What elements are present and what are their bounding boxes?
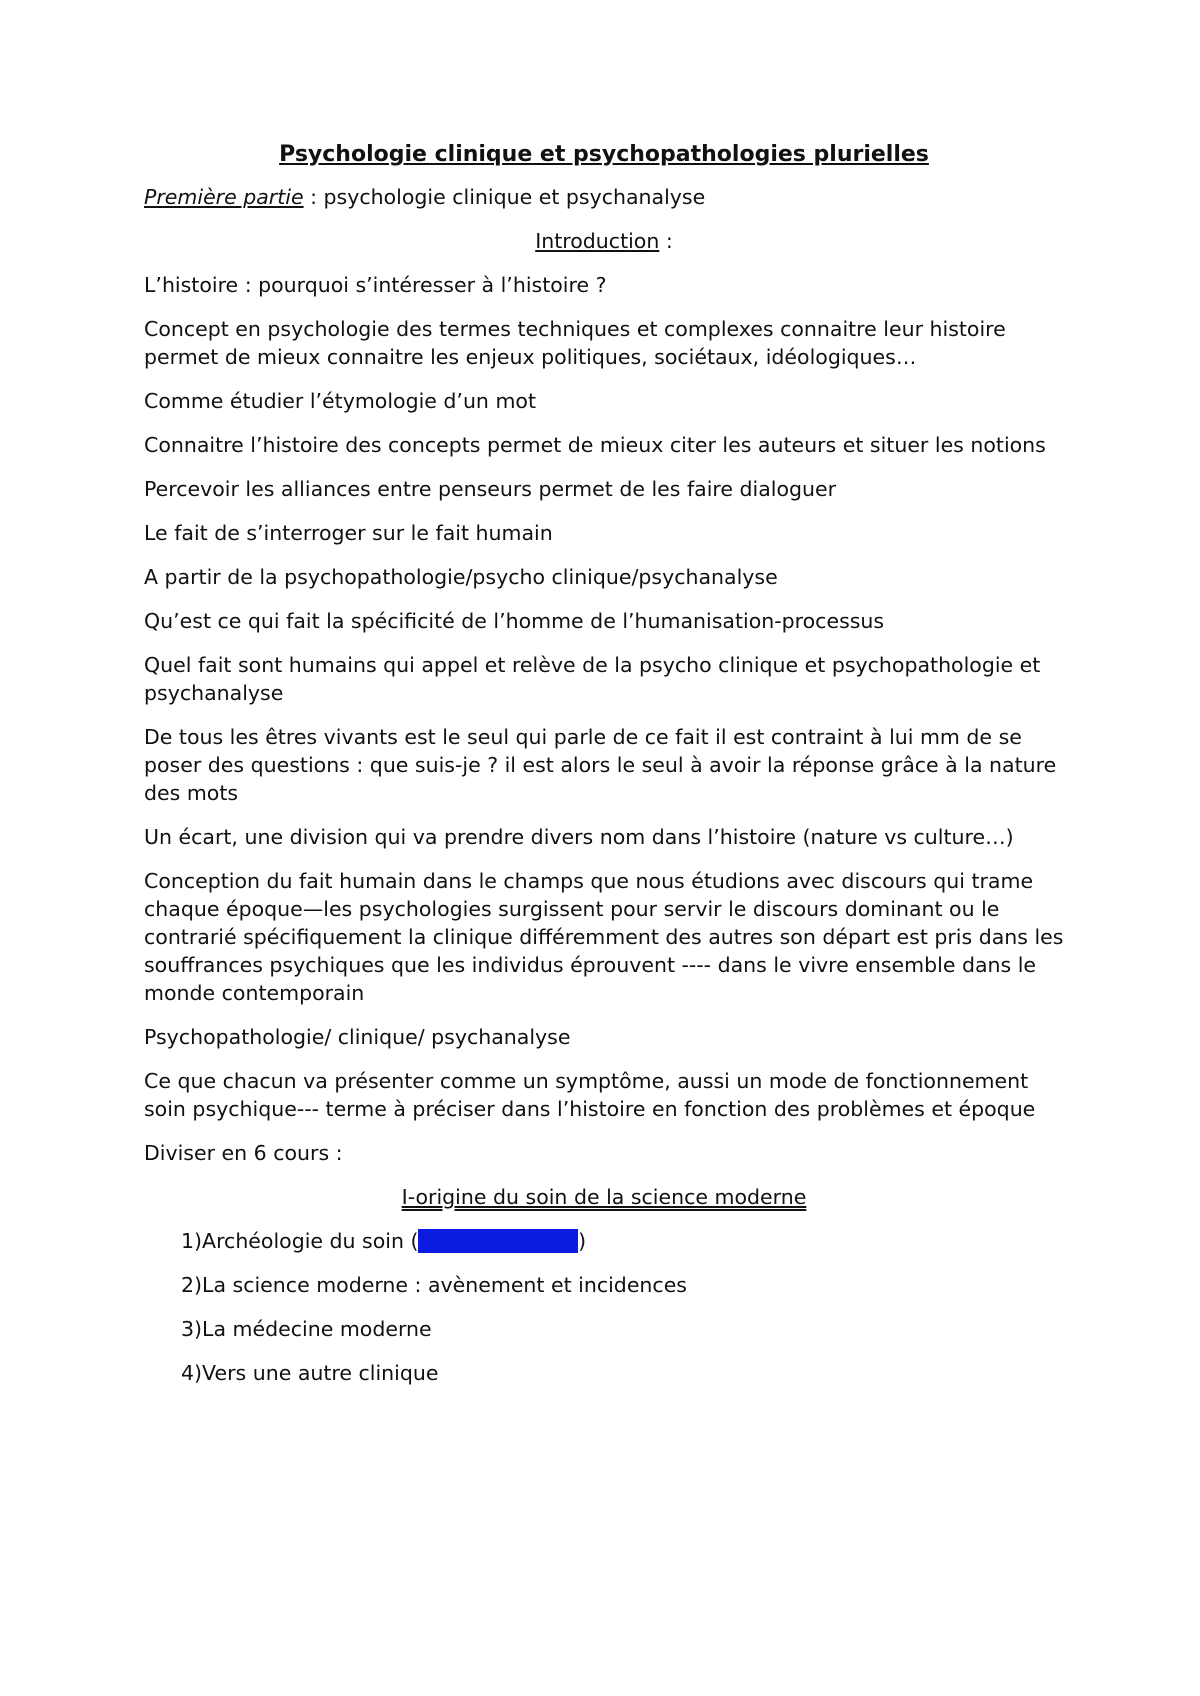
paragraph: Quel fait sont humains qui appel et relève de la psycho clinique et psychopathologie et psychanalyse <box>144 653 1041 705</box>
outline-item-prefix: 1)Archéologie du soin ( <box>181 1229 419 1253</box>
document-title: Psychologie clinique et psychopathologies plurielles <box>279 142 929 167</box>
paragraph: Le fait de s’interroger sur le fait humain <box>144 521 553 545</box>
paragraph: Diviser en 6 cours : <box>144 1141 343 1165</box>
part-label: Première partie <box>144 185 304 209</box>
intro-suffix: : <box>659 229 673 253</box>
document-page <box>144 140 1064 1403</box>
paragraph: Connaitre l’histoire des concepts permet de mieux citer les auteurs et situer les notions <box>144 433 1046 457</box>
paragraph: A partir de la psychopathologie/psycho clinique/psychanalyse <box>144 565 778 589</box>
paragraph: Un écart, une division qui va prendre divers nom dans l’histoire (nature vs culture…) <box>144 825 1014 849</box>
paragraph: De tous les êtres vivants est le seul qui parle de ce fait il est contraint à lui mm de se poser des questions : que suis-je ? il est alors le seul à avoir la réponse grâce à la nature des mots <box>144 725 1057 805</box>
paragraph: Ce que chacun va présenter comme un symptôme, aussi un mode de fonctionnement soin psychique--- terme à préciser dans l’histoire en fonction des problèmes et époque <box>144 1069 1036 1121</box>
outline-item: 4)Vers une autre clinique <box>181 1361 439 1385</box>
outline-item <box>144 1227 1064 1255</box>
paragraph: Conception du fait humain dans le champs que nous étudions avec discours qui trame chaque époque—les psychologies surgissent pour servir le discours dominant ou le contrarié spécifiquement la clinique différemment des autres son départ est pris dans les souffrances psychiques que les individus éprouvent ---- dans le vivre ensemble dans le monde contemporain <box>144 869 1064 1005</box>
paragraph: L’histoire : pourquoi s’intéresser à l’histoire ? <box>144 273 607 297</box>
intro-heading <box>144 227 1064 255</box>
intro-label: Introduction <box>535 229 660 253</box>
paragraph: Concept en psychologie des termes techniques et complexes connaitre leur histoire permet de mieux connaitre les enjeux politiques, sociétaux, idéologiques… <box>144 317 1006 369</box>
part-text: : psychologie clinique et psychanalyse <box>303 185 706 209</box>
paragraph: Comme étudier l’étymologie d’un mot <box>144 389 536 413</box>
part-heading <box>144 183 1064 211</box>
highlighted-text: Michel Foucault <box>418 1229 579 1253</box>
paragraph: Qu’est ce qui fait la spécificité de l’homme de l’humanisation-processus <box>144 609 885 633</box>
paragraph: Percevoir les alliances entre penseurs permet de les faire dialoguer <box>144 477 837 501</box>
outline-item: 2)La science moderne : avènement et incidences <box>181 1273 687 1297</box>
outline-item: 3)La médecine moderne <box>181 1317 432 1341</box>
outline-item-suffix: ) <box>578 1229 587 1253</box>
paragraph: Psychopathologie/ clinique/ psychanalyse <box>144 1025 571 1049</box>
section-title: I-origine du soin de la science moderne <box>401 1185 807 1209</box>
